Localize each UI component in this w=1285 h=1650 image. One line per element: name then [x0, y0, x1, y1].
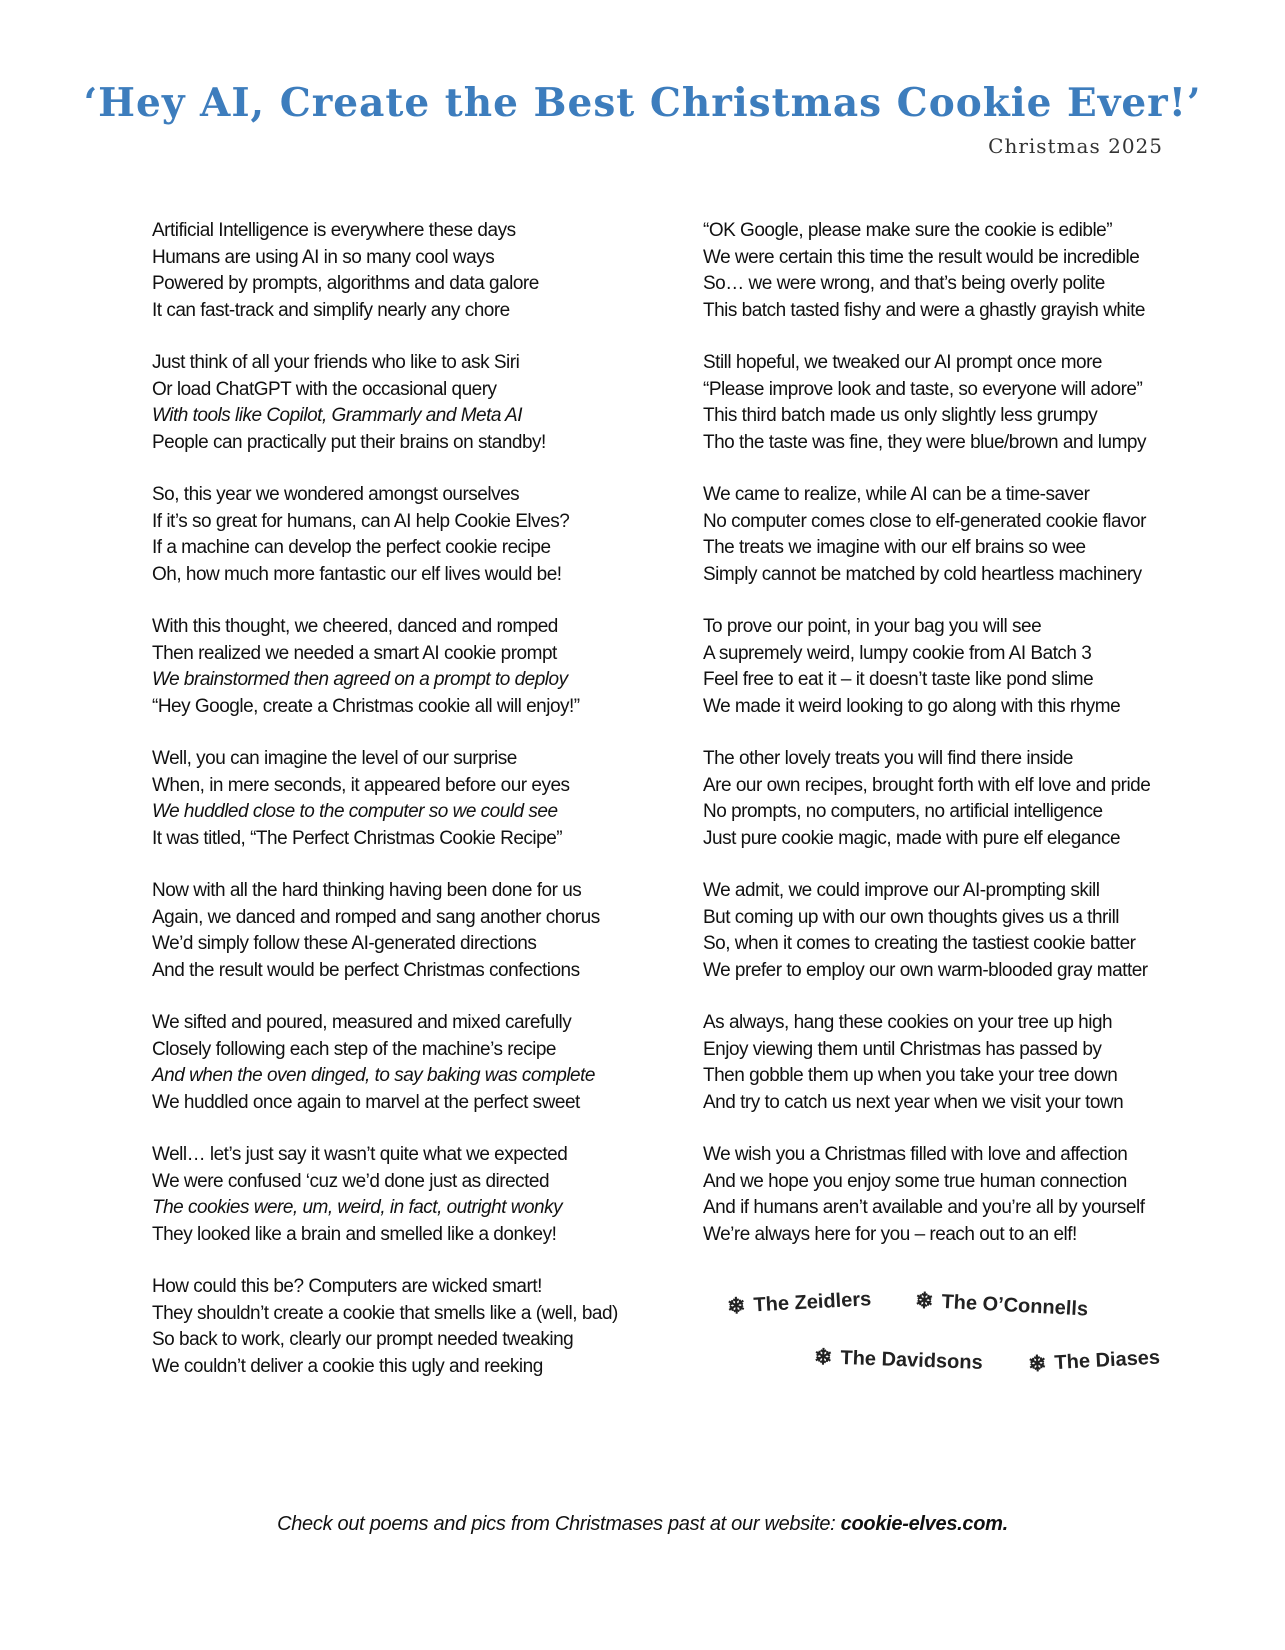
poem-line: People can practically put their brains on standby! [152, 431, 546, 453]
poem-line: The treats we imagine with our elf brains so wee [703, 537, 1086, 558]
poem-line: And we hope you enjoy some true human connection [703, 1170, 1127, 1192]
poem-line: And when the oven dinged, to say baking was complete [152, 1065, 595, 1086]
poem-line: Closely following each step of the machine’s recipe [152, 1038, 556, 1060]
poem-line: Well, you can imagine the level of our surprise [152, 748, 517, 769]
signature-diases [1027, 1345, 1160, 1378]
snowflake-icon: ❄ [1027, 1350, 1048, 1377]
page-title: ‘Hey AI, Create the Best Christmas Cookie Ever!’ [83, 80, 1202, 126]
stanza [703, 614, 1243, 720]
signature-label: The Davidsons [840, 1346, 984, 1374]
stanza [703, 350, 1243, 456]
stanza [703, 1142, 1243, 1248]
stanza [152, 1010, 692, 1116]
poem-line: Or load ChatGPT with the occasional query [152, 378, 497, 400]
poem-line: They looked like a brain and smelled like a donkey! [152, 1223, 557, 1245]
poem-right-column [703, 218, 1243, 1274]
poem-line: And try to catch us next year when we visit your town [703, 1091, 1124, 1113]
poem-left-column [152, 218, 692, 1406]
poem-line: We sifted and poured, measured and mixed carefully [152, 1012, 572, 1033]
poem-line: Simply cannot be matched by cold heartless machinery [703, 563, 1142, 585]
poem-line: We made it weird looking to go along with this rhyme [703, 695, 1121, 717]
poem-line: We were confused ‘cuz we’d done just as directed [152, 1170, 550, 1192]
stanza [152, 1142, 692, 1248]
poem-line: We huddled once again to marvel at the perfect sweet [152, 1091, 580, 1113]
signature-label: The Diases [1053, 1346, 1161, 1374]
poem-line: As always, hang these cookies on your tree up high [703, 1012, 1113, 1033]
poem-line: So, this year we wondered amongst ourselves [152, 484, 520, 505]
poem-line: We brainstormed then agreed on a prompt to deploy [152, 669, 568, 690]
poem-line: No prompts, no computers, no artificial intelligence [703, 801, 1103, 822]
poem-line: It can fast-track and simplify nearly any chore [152, 299, 510, 321]
poem-line: Feel free to eat it – it doesn’t taste like pond slime [703, 669, 1094, 690]
poem-line: This third batch made us only slightly less grumpy [703, 405, 1098, 426]
stanza [703, 218, 1243, 324]
poem-line: “Hey Google, create a Christmas cookie all will enjoy!” [152, 695, 580, 717]
poem-line: To prove our point, in your bag you will see [703, 616, 1042, 637]
poem-line: We huddled close to the computer so we could see [152, 801, 558, 822]
stanza [703, 1010, 1243, 1116]
poem-line: Tho the taste was fine, they were blue/brown and lumpy [703, 431, 1146, 453]
footer-text: Check out poems and pics from Christmases past at our website: [277, 1513, 841, 1535]
poem-line: Are our own recipes, brought forth with elf love and pride [703, 774, 1151, 796]
poem-line: Oh, how much more fantastic our elf lives would be! [152, 563, 562, 585]
poem-line: This batch tasted fishy and were a ghastly grayish white [703, 299, 1145, 321]
poem-line: We were certain this time the result would be incredible [703, 246, 1140, 268]
footer-note [0, 1513, 1285, 1536]
poem-line: So… we were wrong, and that’s being overly polite [703, 273, 1105, 294]
poem-line: Well… let’s just say it wasn’t quite what we expected [152, 1144, 568, 1165]
poem-line: But coming up with our own thoughts gives us a thrill [703, 906, 1120, 928]
snowflake-icon: ❄ [914, 1287, 935, 1314]
poem-line: We came to realize, while AI can be a time-saver [703, 484, 1090, 505]
poem-line: Now with all the hard thinking having been done for us [152, 880, 582, 901]
poem-line: When, in mere seconds, it appeared before our eyes [152, 774, 570, 796]
poem-line: If it’s so great for humans, can AI help Cookie Elves? [152, 510, 570, 532]
stanza [703, 482, 1243, 588]
poem-line: Still hopeful, we tweaked our AI prompt once more [703, 352, 1103, 373]
stanza [152, 1274, 692, 1380]
snowflake-icon: ❄ [813, 1344, 833, 1370]
poem-line: Enjoy viewing them until Christmas has passed by [703, 1038, 1102, 1060]
poem-line: With this thought, we cheered, danced and romped [152, 616, 558, 637]
stanza [152, 482, 692, 588]
signature-davidsons [814, 1344, 984, 1376]
poem-line: And the result would be perfect Christmas confections [152, 959, 580, 981]
poem-line: The other lovely treats you will find there inside [703, 748, 1073, 769]
poem-line: We’re always here for you – reach out to an elf! [703, 1223, 1077, 1245]
poem-line: We wish you a Christmas filled with love and affection [703, 1144, 1128, 1165]
poem-line: A supremely weird, lumpy cookie from AI Batch 3 [703, 642, 1092, 664]
poem-line: “Please improve look and taste, so everyone will adore” [703, 378, 1143, 400]
poem-line: The cookies were, um, weird, in fact, outright wonky [152, 1197, 563, 1218]
poem-line: It was titled, “The Perfect Christmas Cookie Recipe” [152, 827, 563, 849]
poem-line: We admit, we could improve our AI-prompting skill [703, 880, 1100, 901]
poem-line: Humans are using AI in so many cool ways [152, 246, 495, 268]
snowflake-icon: ❄ [726, 1292, 747, 1319]
stanza [152, 218, 692, 324]
website-link[interactable]: cookie-elves.com. [840, 1513, 1008, 1535]
poem-line: So back to work, clearly our prompt needed tweaking [152, 1329, 574, 1350]
poem-line: “OK Google, please make sure the cookie is edible” [703, 220, 1113, 241]
poem-line: They shouldn’t create a cookie that smells like a (well, bad) [152, 1302, 618, 1324]
poem-line: Then realized we needed a smart AI cookie prompt [152, 642, 557, 664]
stanza [703, 746, 1243, 852]
stanza [152, 878, 692, 984]
poem-line: We’d simply follow these AI-generated directions [152, 933, 537, 954]
poem-line: Just pure cookie magic, made with pure elf elegance [703, 827, 1121, 849]
stanza [703, 878, 1243, 984]
poem-line: We prefer to employ our own warm-blooded gray matter [703, 959, 1148, 981]
stanza [152, 746, 692, 852]
poem-line: Again, we danced and romped and sang another chorus [152, 906, 600, 928]
stanza [152, 614, 692, 720]
poem-line: If a machine can develop the perfect cookie recipe [152, 537, 551, 558]
page-subtitle: Christmas 2025 [988, 134, 1163, 158]
poem-line: And if humans aren’t available and you’re all by yourself [703, 1197, 1145, 1218]
poem-line: With tools like Copilot, Grammarly and Meta AI [152, 405, 522, 426]
signature-zeidlers [726, 1286, 871, 1320]
poem-line: How could this be? Computers are wicked smart! [152, 1276, 542, 1297]
poem-line: So, when it comes to creating the tastiest cookie batter [703, 933, 1136, 954]
signature-oconnells [914, 1287, 1088, 1322]
poem-line: We couldn’t deliver a cookie this ugly and reeking [152, 1355, 543, 1377]
poem-line: Just think of all your friends who like to ask Siri [152, 352, 520, 373]
poem-line: Powered by prompts, algorithms and data galore [152, 273, 539, 294]
stanza [152, 350, 692, 456]
signature-label: The O’Connells [940, 1290, 1089, 1321]
signature-label: The Zeidlers [752, 1287, 872, 1316]
poem-line: No computer comes close to elf-generated cookie flavor [703, 510, 1146, 532]
poem-line: Artificial Intelligence is everywhere these days [152, 220, 516, 241]
poem-line: Then gobble them up when you take your tree down [703, 1065, 1118, 1086]
